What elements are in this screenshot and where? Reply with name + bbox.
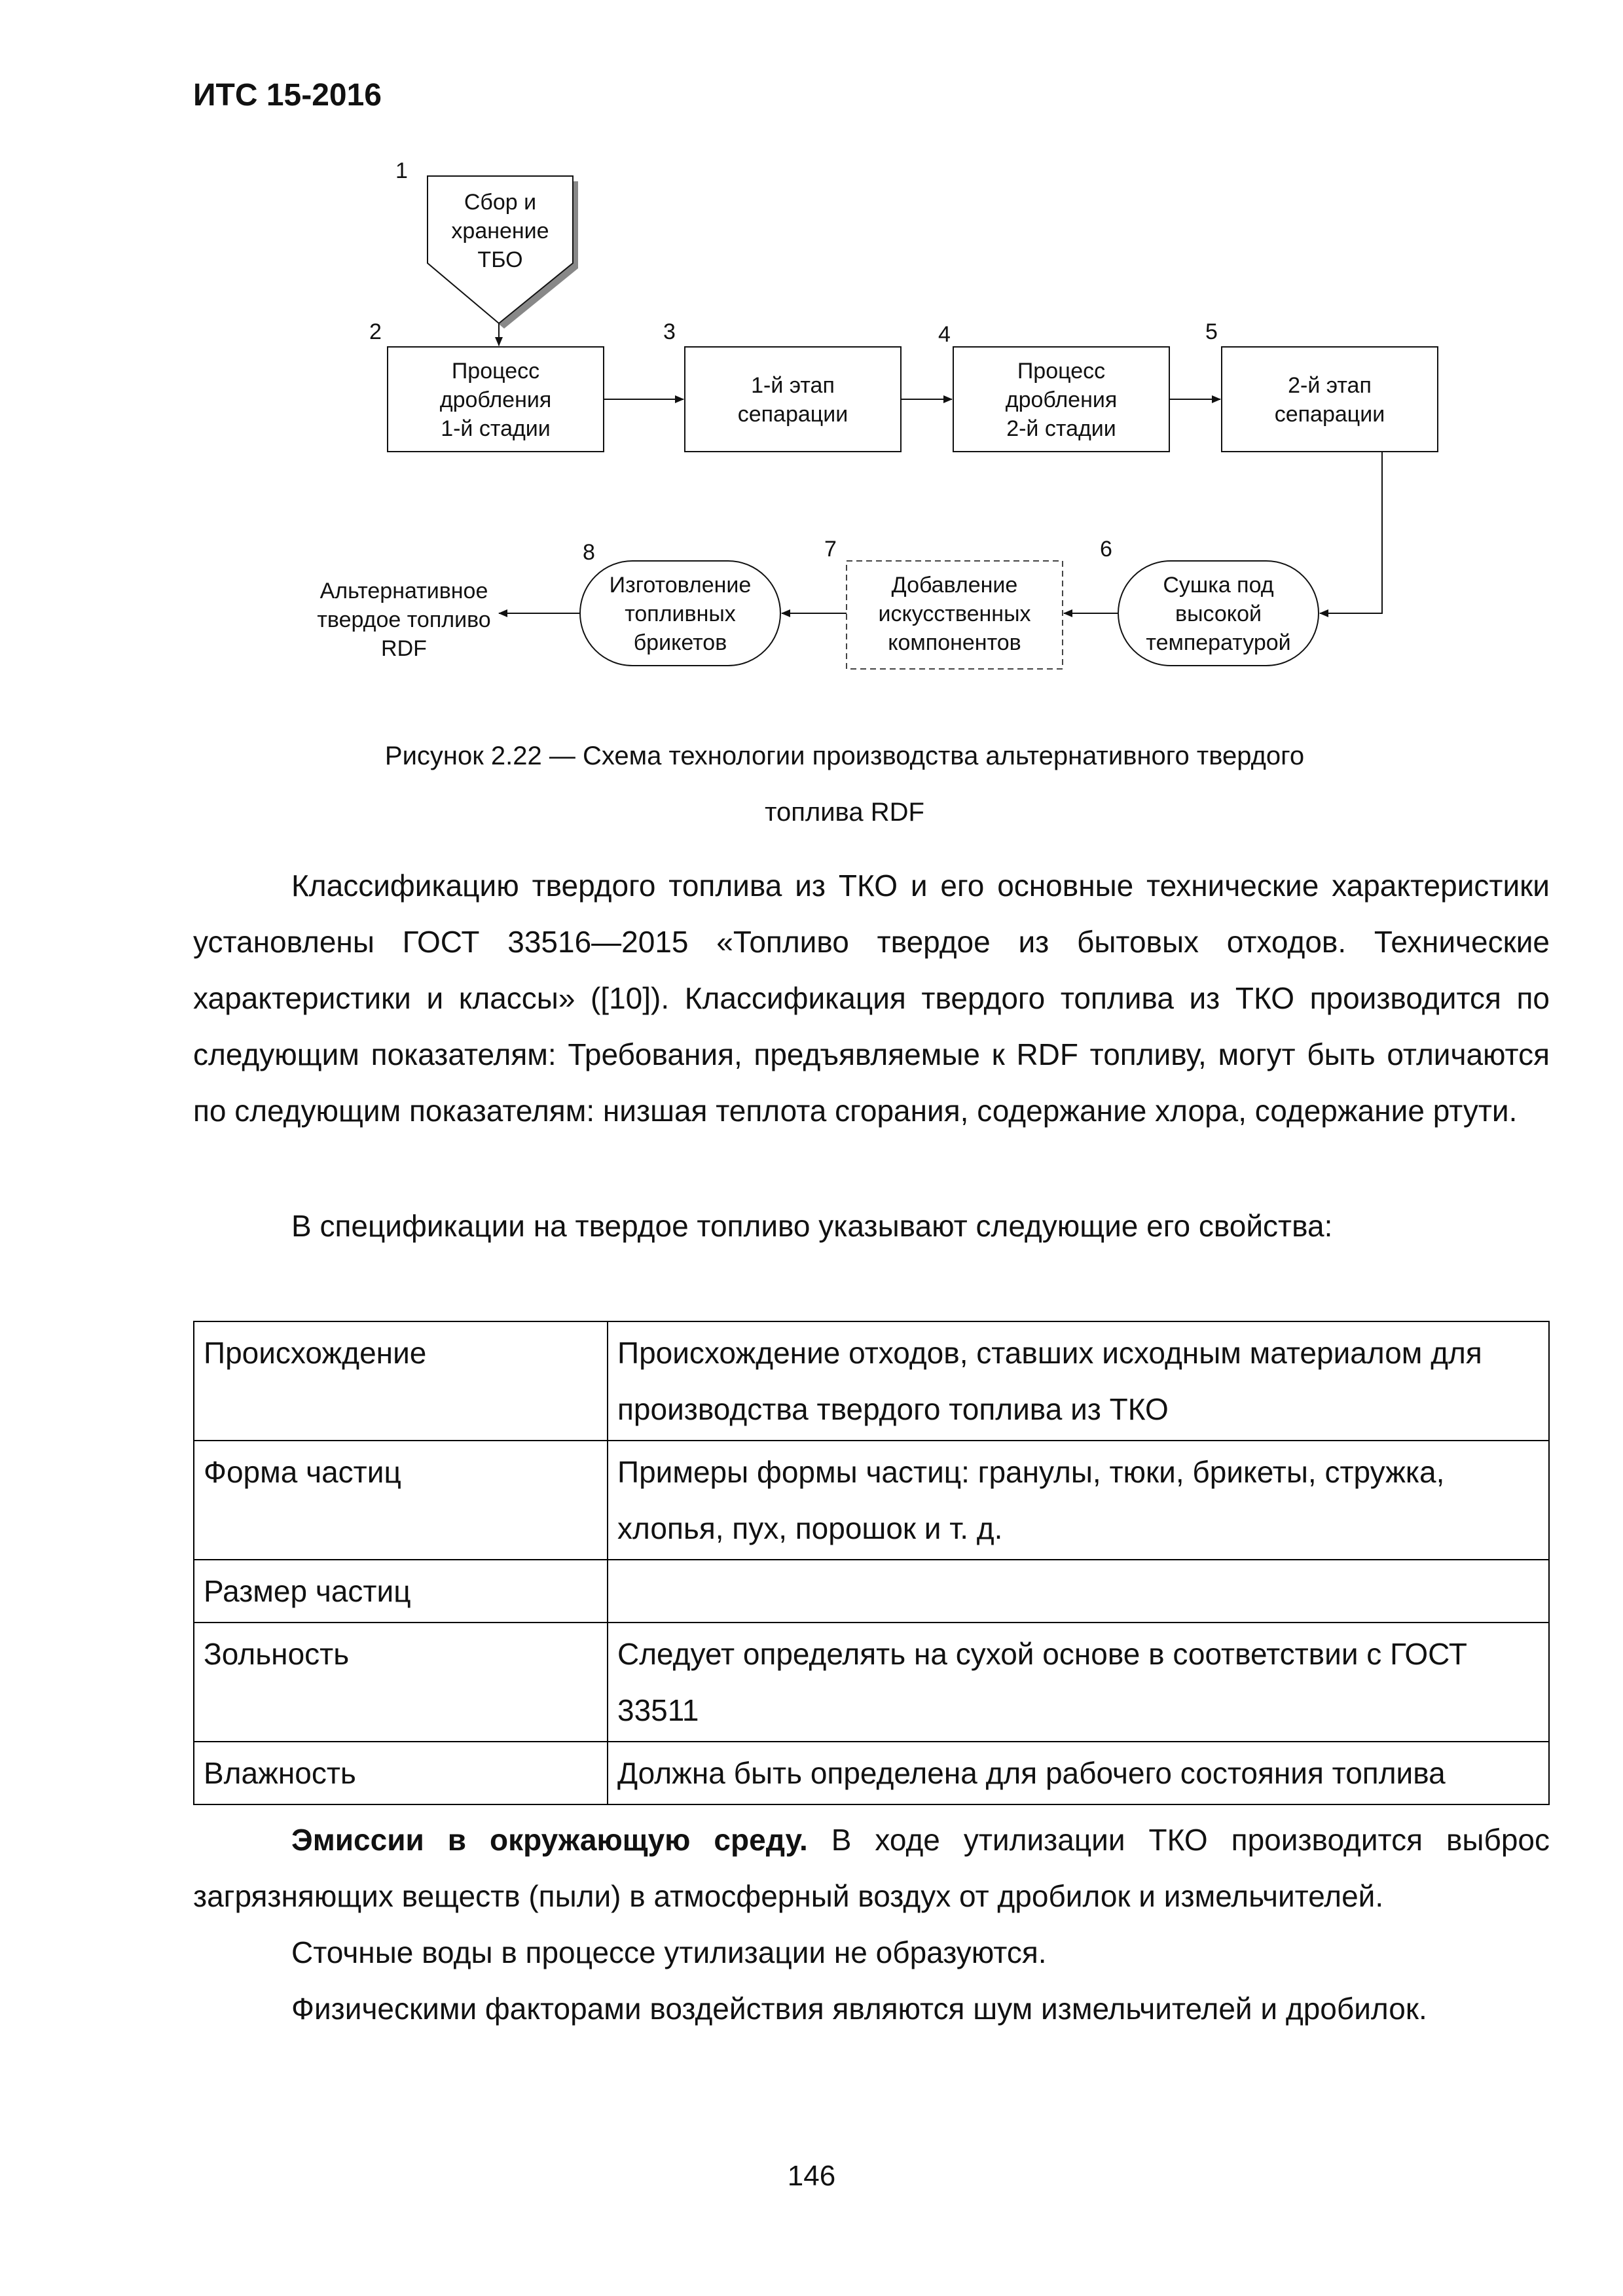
node-2-label-3: 1-й стадии: [441, 416, 551, 441]
node-8-label-3: брикетов: [633, 630, 727, 655]
node-6-label-2: высокой: [1175, 601, 1262, 626]
table-cell-property: Форма частиц: [194, 1441, 608, 1560]
table-row: [194, 1441, 1549, 1560]
node-7-label-2: искусственных: [878, 601, 1031, 626]
table-row: [194, 1560, 1549, 1623]
node-3-label-2: сепарации: [737, 402, 848, 427]
rdf-process-diagram: [0, 0, 1623, 759]
paragraph-specification-intro: В спецификации на твердое топливо указывают следующие его свойства:: [291, 1209, 1333, 1243]
node-8-label-2: топливных: [625, 601, 736, 626]
node-1-label-2: хранение: [451, 219, 549, 243]
node-5-label-2: сепарации: [1274, 402, 1385, 427]
table-cell-description: Примеры формы частиц: гранулы, тюки, брикеты, стружка, хлопья, пух, порошок и т. д.: [608, 1441, 1549, 1560]
table-cell-property: Происхождение: [194, 1321, 608, 1441]
node-2-number: 2: [369, 319, 382, 344]
node-3-box: [685, 347, 901, 452]
output-label-2: твердое топливо: [317, 607, 491, 632]
emissions-heading: Эмиссии в окружающую среду.: [291, 1823, 808, 1857]
node-4-number: 4: [938, 322, 951, 347]
node-4-label-1: Процесс: [1017, 359, 1106, 384]
paragraph-wastewater: Сточные воды в процессе утилизации не образуются.: [291, 1935, 1047, 1969]
node-4-label-3: 2-й стадии: [1006, 416, 1116, 441]
output-label-1: Альтернативное: [319, 579, 488, 603]
node-7-number: 7: [824, 537, 837, 562]
figure-caption: [193, 728, 1496, 840]
node-8-label-1: Изготовление: [609, 573, 752, 598]
node-2-label-2: дробления: [439, 387, 552, 412]
table-cell-property: Зольность: [194, 1623, 608, 1742]
table-cell-description: Следует определять на сухой основе в соответствии с ГОСТ 33511: [608, 1623, 1549, 1742]
figure-caption-line-2: топлива RDF: [765, 798, 924, 827]
table-cell-property: Влажность: [194, 1742, 608, 1804]
table-cell-description: Происхождение отходов, ставших исходным материалом для производства твердого топлива из ТКО: [608, 1321, 1549, 1441]
table-cell-property: Размер частиц: [194, 1560, 608, 1623]
table-cell-description: Должна быть определена для рабочего состояния топлива: [608, 1742, 1549, 1804]
document-header: ИТС 15-2016: [193, 78, 382, 113]
node-5-number: 5: [1205, 319, 1218, 344]
paragraph-emissions: [193, 1812, 1550, 1924]
page-number: 146: [787, 2160, 836, 2192]
paragraph-classification: Классификацию твердого топлива из ТКО и его основные технические характеристики установлены ГОСТ 33516—2015 «Топливо твердое из бытовых отходов. Технические характеристики и классы» ([10]). Классификация твердого топлива из ТКО производится по следующим показателям: Требования, предъявляемые к RDF топливу, могут быть отличаются по следующим показателям: низшая теплота сгорания, содержание хлора, содержание ртути.: [193, 869, 1550, 1128]
node-4-label-2: дробления: [1005, 387, 1118, 412]
table-row: [194, 1742, 1549, 1804]
node-1-label-1: Сбор и: [464, 190, 537, 215]
node-2-label-1: Процесс: [451, 359, 540, 384]
node-5-box: [1222, 347, 1438, 452]
node-3-number: 3: [663, 319, 676, 344]
node-1-label-3: ТБО: [477, 247, 523, 272]
paragraph-physical-factors: Физическими факторами воздействия являются шум измельчителей и дробилок.: [291, 1992, 1427, 2026]
properties-table: [193, 1321, 1550, 1805]
emissions-text: В ходе утилизации ТКО производится выброс загрязняющих веществ (пыли) в атмосферный воздух от дробилок и измельчителей.: [193, 1823, 1550, 1913]
output-label-3: RDF: [381, 636, 427, 661]
table-row: [194, 1623, 1549, 1742]
node-6-label-1: Сушка под: [1163, 573, 1274, 598]
table-row: [194, 1321, 1549, 1441]
node-7-label-1: Добавление: [891, 573, 1018, 598]
node-6-number: 6: [1100, 537, 1112, 562]
node-8-number: 8: [583, 540, 595, 565]
arrow-5-6: [1320, 452, 1382, 613]
node-1-number: 1: [395, 158, 408, 183]
node-6-label-3: температурой: [1146, 630, 1291, 655]
figure-caption-line-1: Рисунок 2.22 — Схема технологии производства альтернативного твердого: [384, 742, 1305, 770]
node-5-label-1: 2-й этап: [1288, 373, 1372, 398]
node-7-label-3: компонентов: [888, 630, 1021, 655]
node-3-label-1: 1-й этап: [751, 373, 835, 398]
table-cell-description: [608, 1560, 1549, 1623]
